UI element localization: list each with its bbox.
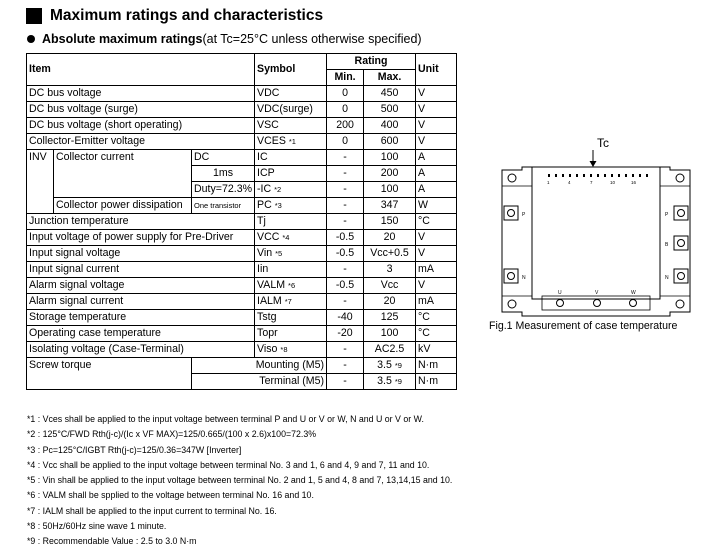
terminal-p-icon xyxy=(674,206,688,220)
row-max-cell xyxy=(364,358,416,374)
row-symbol: IALM xyxy=(257,295,282,307)
row-symbol: PC xyxy=(257,199,272,211)
row-item: Alarm signal voltage xyxy=(27,278,255,294)
row-min: - xyxy=(327,166,364,182)
table-row xyxy=(27,310,457,326)
terminal-label-p: P xyxy=(522,212,526,218)
output-terminal-strip xyxy=(542,296,650,310)
row-max: 600 xyxy=(364,134,416,150)
row-item: Input signal current xyxy=(27,262,255,278)
row-cond: One transistor xyxy=(192,198,255,214)
row-max: 347 xyxy=(364,198,416,214)
row-symbol: VDC xyxy=(255,86,327,102)
row-max: 3 xyxy=(364,262,416,278)
row-unit: N·m xyxy=(416,358,457,374)
section-title: Maximum ratings and characteristics xyxy=(50,7,324,24)
module-diagram xyxy=(494,130,699,325)
row-symbol: Tstg xyxy=(255,310,327,326)
tc-arrow-head-icon xyxy=(590,161,597,167)
row-max: 100 xyxy=(364,150,416,166)
row-note: *1 xyxy=(288,137,296,146)
row-item: Storage temperature xyxy=(27,310,255,326)
table-row xyxy=(27,294,457,310)
row-min: 200 xyxy=(327,118,364,134)
footnote: *7 : IALM shall be applied to the input current to terminal No. 16. xyxy=(27,505,277,516)
tc-label: Tc xyxy=(597,136,609,150)
footnote: *5 : Vin shall be applied to the input voltage between terminal No. 2 and 1, 5 and 4, 8 and 7, 13,14,15 and 10. xyxy=(27,475,453,486)
row-max: 100 xyxy=(364,326,416,342)
row-cond: Duty=72.3% xyxy=(192,182,255,198)
row-symbol-cell xyxy=(255,278,327,294)
footnote: *6 : VALM shall be spplied to the voltage between terminal No. 16 and 10. xyxy=(27,490,314,501)
row-item: DC bus voltage (surge) xyxy=(27,102,255,118)
group-inv: INV xyxy=(27,150,54,214)
table-row xyxy=(27,342,457,358)
section-header xyxy=(26,5,323,27)
row-note: *5 xyxy=(275,249,283,258)
bullet-icon xyxy=(27,35,35,43)
row-item: DC bus voltage (short operating) xyxy=(27,118,255,134)
subtitle-label: Absolute maximum ratings xyxy=(42,32,203,46)
table-row xyxy=(27,102,457,118)
footnote: *4 : Vcc shall be applied to the input voltage between terminal No. 3 and 1, 6 and 4, 9 and 7, 11 and 10. xyxy=(27,459,430,470)
row-max: Vcc xyxy=(364,278,416,294)
terminal-screw-icon xyxy=(508,273,515,280)
table-row xyxy=(27,246,457,262)
row-max: 3.5 xyxy=(377,359,392,371)
row-note: *3 xyxy=(274,201,282,210)
terminal-v-icon xyxy=(594,300,601,307)
table-row xyxy=(27,358,457,374)
row-min: - xyxy=(327,182,364,198)
terminal-label-b: B xyxy=(665,242,669,248)
row-min: - xyxy=(327,374,364,390)
row-item: Isolating voltage (Case-Terminal) xyxy=(27,342,255,358)
terminal-screw-icon xyxy=(678,240,685,247)
header-rating: Rating xyxy=(327,54,416,70)
header-max: Max. xyxy=(364,70,416,86)
row-symbol: Iin xyxy=(255,262,327,278)
terminal-screw-icon xyxy=(508,210,515,217)
table-row xyxy=(27,134,457,150)
table-row xyxy=(27,230,457,246)
row-unit: A xyxy=(416,150,457,166)
table-row xyxy=(27,198,457,214)
row-item: Junction temperature xyxy=(27,214,255,230)
pin-label: 10 xyxy=(610,180,616,185)
row-cond: 1ms xyxy=(192,166,255,182)
terminal-label-n: N xyxy=(522,275,526,281)
row-max-note: *9 xyxy=(394,361,402,370)
row-symbol: VSC xyxy=(255,118,327,134)
row-item: Input voltage of power supply for Pre-Driver xyxy=(27,230,255,246)
row-unit: °C xyxy=(416,214,457,230)
row-item: Alarm signal current xyxy=(27,294,255,310)
terminal-label-u: U xyxy=(558,290,562,296)
table-subtitle xyxy=(27,32,422,46)
row-item: DC bus voltage xyxy=(27,86,255,102)
header-square-icon xyxy=(26,8,42,24)
terminal-screw-icon xyxy=(678,210,685,217)
row-min: -20 xyxy=(327,326,364,342)
row-symbol: Tj xyxy=(255,214,327,230)
row-symbol-cell xyxy=(255,294,327,310)
row-symbol-cell xyxy=(255,198,327,214)
row-max: 200 xyxy=(364,166,416,182)
row-unit: °C xyxy=(416,310,457,326)
row-note: *8 xyxy=(280,345,288,354)
terminal-w-icon xyxy=(630,300,637,307)
terminal-n-icon xyxy=(504,269,518,283)
row-cond: Terminal (M5) xyxy=(192,374,327,390)
row-note: *4 xyxy=(282,233,290,242)
row-unit: °C xyxy=(416,326,457,342)
row-min: 0 xyxy=(327,134,364,150)
footnote: *8 : 50Hz/60Hz sine wave 1 minute. xyxy=(27,521,167,532)
row-min: - xyxy=(327,358,364,374)
header-unit: Unit xyxy=(416,54,457,86)
row-unit: V xyxy=(416,102,457,118)
row-unit: V xyxy=(416,246,457,262)
row-max: 100 xyxy=(364,182,416,198)
row-max: Vcc+0.5 xyxy=(364,246,416,262)
row-min: - xyxy=(327,342,364,358)
row-symbol-cell xyxy=(255,230,327,246)
footnote: *9 : Recommendable Value : 2.5 to 3.0 N·m xyxy=(27,536,197,547)
header-min: Min. xyxy=(327,70,364,86)
row-max: 3.5 xyxy=(377,375,392,387)
row-min: -0.5 xyxy=(327,278,364,294)
terminal-screw-icon xyxy=(678,273,685,280)
header-item: Item xyxy=(27,54,255,86)
row-symbol-cell xyxy=(255,134,327,150)
row-item: Operating case temperature xyxy=(27,326,255,342)
mounting-hole-icon xyxy=(508,174,516,182)
header-symbol: Symbol xyxy=(255,54,327,86)
row-min: -0.5 xyxy=(327,246,364,262)
row-unit: kV xyxy=(416,342,457,358)
terminal-label-p: P xyxy=(665,212,669,218)
terminal-label-w: W xyxy=(631,290,636,296)
terminal-label-v: V xyxy=(595,290,599,296)
row-unit: A xyxy=(416,166,457,182)
pin-label: 1 xyxy=(547,180,550,185)
row-symbol: VALM xyxy=(257,279,286,291)
table-row xyxy=(27,262,457,278)
terminal-label-n: N xyxy=(665,275,669,281)
row-unit: V xyxy=(416,278,457,294)
row-unit: mA xyxy=(416,294,457,310)
row-symbol: Viso xyxy=(257,343,278,355)
row-unit: A xyxy=(416,182,457,198)
table-row xyxy=(27,118,457,134)
footnote: *3 : Pc=125°C/IGBT Rth(j-c)=125/0.36=347W [Inverter] xyxy=(27,444,242,455)
footnotes xyxy=(27,412,452,550)
row-unit: mA xyxy=(416,262,457,278)
row-max-note: *9 xyxy=(394,377,402,386)
terminal-n-icon xyxy=(674,269,688,283)
row-item: Input signal voltage xyxy=(27,246,255,262)
table-row xyxy=(27,150,457,166)
row-unit: V xyxy=(416,86,457,102)
row-max: 20 xyxy=(364,294,416,310)
terminal-u-icon xyxy=(557,300,564,307)
row-symbol: VCES xyxy=(257,135,286,147)
row-min: - xyxy=(327,150,364,166)
row-min: - xyxy=(327,198,364,214)
row-max: 20 xyxy=(364,230,416,246)
table-row xyxy=(27,86,457,102)
row-note: *6 xyxy=(288,281,296,290)
row-max: 450 xyxy=(364,86,416,102)
figure-caption: Fig.1 Measurement of case temperature xyxy=(489,320,678,332)
module-body xyxy=(532,167,660,299)
mounting-hole-icon xyxy=(676,300,684,308)
mounting-hole-icon xyxy=(676,174,684,182)
row-max: 500 xyxy=(364,102,416,118)
pin-label: 7 xyxy=(590,180,593,185)
row-item: Collector current xyxy=(54,150,192,198)
row-min: -0.5 xyxy=(327,230,364,246)
row-symbol-cell xyxy=(255,182,327,198)
row-min: 0 xyxy=(327,86,364,102)
row-min: 0 xyxy=(327,102,364,118)
row-max: 125 xyxy=(364,310,416,326)
footnote: *2 : 125°C/FWD Rth(j-c)/(Ic x VF MAX)=125/0.665/(100 x 2.6)x100=72.3% xyxy=(27,429,317,440)
subtitle-condition: (at Tc=25°C unless otherwise specified) xyxy=(202,32,422,46)
row-symbol-cell xyxy=(255,342,327,358)
ratings-table xyxy=(26,53,457,390)
row-cond: DC xyxy=(192,150,255,166)
row-unit: V xyxy=(416,118,457,134)
row-cond: Mounting (M5) xyxy=(192,358,327,374)
row-max: 400 xyxy=(364,118,416,134)
row-min: - xyxy=(327,294,364,310)
row-min: - xyxy=(327,214,364,230)
table-row xyxy=(27,326,457,342)
row-symbol: -IC xyxy=(257,183,272,195)
row-note: *2 xyxy=(274,185,282,194)
row-note: *7 xyxy=(284,297,292,306)
row-item: Screw torque xyxy=(27,358,192,390)
row-symbol: Vin xyxy=(257,247,273,259)
mounting-hole-icon xyxy=(508,300,516,308)
row-unit: N·m xyxy=(416,374,457,390)
row-max: AC2.5 xyxy=(364,342,416,358)
terminal-p-icon xyxy=(504,206,518,220)
table-row xyxy=(27,278,457,294)
row-unit: W xyxy=(416,198,457,214)
row-symbol: ICP xyxy=(255,166,327,182)
row-max-cell xyxy=(364,374,416,390)
row-symbol: Topr xyxy=(255,326,327,342)
row-symbol: VDC(surge) xyxy=(255,102,327,118)
row-unit: V xyxy=(416,134,457,150)
row-item: Collector power dissipation xyxy=(54,198,192,214)
row-min: - xyxy=(327,262,364,278)
row-symbol-cell xyxy=(255,246,327,262)
control-pin-row xyxy=(548,174,648,177)
row-symbol: VCC xyxy=(257,231,280,243)
row-symbol: IC xyxy=(255,150,327,166)
pin-label: 4 xyxy=(568,180,571,185)
row-item: Collector-Emitter voltage xyxy=(27,134,255,150)
pin-label: 16 xyxy=(631,180,637,185)
row-max: 150 xyxy=(364,214,416,230)
table-header-row xyxy=(27,54,457,70)
row-min: -40 xyxy=(327,310,364,326)
terminal-b-icon xyxy=(674,236,688,250)
row-unit: V xyxy=(416,230,457,246)
table-row xyxy=(27,214,457,230)
footnote: *1 : Vces shall be applied to the input voltage between terminal P and U or V or W, N and U or V or W. xyxy=(27,414,424,424)
